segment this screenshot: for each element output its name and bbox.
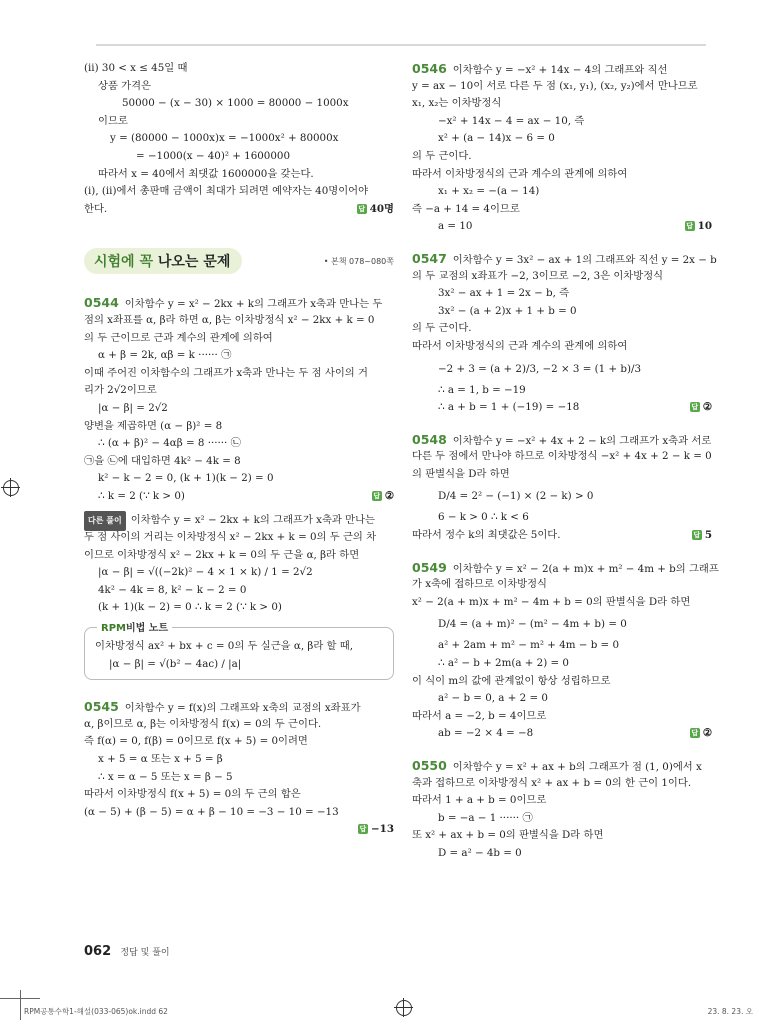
equation-line: D/4 = 2² − (−1) × (2 − k) > 0 — [438, 490, 594, 503]
answer-mark-icon: 답 — [373, 491, 381, 500]
problem-number: 0546 — [412, 61, 447, 76]
problem-0544 — [84, 294, 394, 505]
equation-line: 4k² − 4k = 8, k² − k − 2 = 0 — [98, 583, 247, 596]
text-line: 축과 접하므로 이차방정식 x² + ax + b = 0의 한 근이 1이다. — [412, 776, 692, 789]
text-line — [84, 201, 394, 219]
text-line: x² − 2(a + m)x + m² − 4m + b = 0의 판별식을 D라 하면 — [412, 595, 691, 608]
case-ii-solution — [84, 60, 394, 218]
problem-first-line — [412, 60, 712, 78]
equation-line — [412, 725, 712, 743]
equation-line — [412, 399, 712, 417]
text-line: 양변을 제곱하면 (α − β)² = 8 — [84, 419, 223, 432]
problem-0549 — [412, 559, 719, 743]
answer — [84, 821, 394, 839]
section-header — [84, 248, 394, 282]
equation-line: 6 − k > 0 ∴ k < 6 — [438, 511, 529, 524]
registration-mark-icon — [3, 480, 19, 496]
text-line: 따라서 이차방정식의 근과 계수의 관계에 의하여 — [412, 339, 628, 352]
equation-line — [412, 218, 712, 236]
text-line: (i), (ii)에서 총판매 금액이 최대가 되려면 예약자는 40명이어야 — [84, 185, 369, 198]
problem-first-line — [412, 757, 712, 775]
text-line: 따라서 이차방정식의 근과 계수의 관계에 의하여 — [412, 167, 628, 180]
text-fragment: ab = −2 × 4 = −8 — [438, 727, 534, 740]
answer — [372, 488, 394, 506]
problem-first-line — [412, 250, 717, 268]
text-line: 이차방정식 ax² + bx + c = 0의 두 실근을 α, β라 할 때, — [95, 640, 353, 653]
text-line: 이때 주어진 이차함수의 그래프가 x축과 만나는 두 점 사이의 거 — [84, 366, 368, 379]
text-fragment: 따라서 정수 k의 최댓값은 5이다. — [412, 529, 561, 542]
text-fragment: 이차함수 y = x² + ax + b의 그래프가 점 (1, 0)에서 x — [452, 761, 702, 773]
text-line: x₁, x₂는 이차방정식 — [412, 97, 502, 110]
print-slug-file: RPM공통수학1-해설(033-065)ok.indd 62 — [24, 1007, 168, 1016]
text-line: 두 점 사이의 거리는 이차방정식 x² − 2kx + k = 0의 두 근의 차 — [84, 531, 377, 544]
text-line: 의 두 교점의 x좌표가 −2, 3이므로 −2, 3은 이차방정식 — [412, 269, 664, 282]
text-line: 의 두 근이다. — [412, 322, 472, 335]
rpm-logo: RPM — [101, 623, 126, 635]
spacer — [412, 417, 712, 431]
rpm-tip-title — [97, 619, 172, 634]
section-title-text: 나오는 문제 — [157, 254, 231, 271]
equation-line: (k + 1)(k − 2) = 0 ∴ k = 2 (∵ k > 0) — [98, 601, 282, 614]
page-label: 정답 및 풀이 — [120, 948, 170, 958]
equation-line: 50000 − (x − 30) × 1000 = 80000 − 1000x — [122, 97, 349, 110]
text-fragment: 이차함수 y = x² − 2kx + k의 그래프가 x축과 만나는 두 — [124, 298, 383, 311]
left-column — [84, 60, 394, 839]
page-number: 062 — [84, 944, 112, 959]
answer-value: ② — [702, 727, 712, 740]
crop-mark — [0, 998, 40, 999]
equation-line: |α − β| = 2√2 — [98, 401, 168, 414]
text-line: 리가 2√2이므로 — [84, 384, 157, 397]
answer-value: 40명 — [369, 202, 394, 215]
text-line: α, β이므로 α, β는 이차방정식 f(x) = 0의 두 근이다. — [84, 717, 322, 730]
text-fragment: 한다. — [84, 202, 108, 215]
text-fragment: ∴ a + b = 1 + (−19) = −18 — [438, 401, 580, 414]
problem-number: 0549 — [412, 559, 447, 575]
section-reference: • 본책 078~080쪽 — [323, 257, 394, 267]
equation-line: α + β = 2k, αβ = k ······ ㉠ — [98, 349, 232, 362]
text-fragment: 이차함수 y = f(x)의 그래프와 x축의 교점의 x좌표가 — [124, 702, 361, 715]
problem-0545 — [84, 698, 394, 839]
equation-line: ∴ x = α − 5 또는 x = β − 5 — [98, 770, 233, 783]
equation-line: ∴ a² − b + 2m(a + 2) = 0 — [438, 657, 569, 670]
equation-line: (α − 5) + (β − 5) = α + β − 10 = −3 − 10 = −13 — [84, 805, 339, 818]
section-title — [84, 248, 242, 274]
answer-mark-icon: 답 — [691, 729, 699, 738]
text-line: y = ax − 10이 서로 다른 두 점 (x₁, y₁), (x₂, y₂)에서 만나므로 — [412, 79, 698, 92]
equation-line: 3x² − (a + 2)x + 1 + b = 0 — [438, 304, 577, 317]
problem-0550 — [412, 757, 712, 863]
answer-value: 10 — [697, 220, 712, 233]
problem-number: 0548 — [412, 431, 447, 447]
answer-mark-icon: 답 — [686, 222, 694, 231]
answer — [690, 399, 712, 417]
text-line: 이 식이 m의 값에 관계없이 항상 성립하므로 — [412, 674, 611, 687]
text-fragment: 이차함수 y = −x² + 14x − 4의 그래프와 직선 — [452, 64, 668, 76]
equation-line: x + 5 = α 또는 x + 5 = β — [98, 753, 223, 765]
answer-value: 5 — [704, 529, 712, 542]
problem-first-line — [412, 559, 719, 577]
text-fragment: 이차함수 y = x² − 2kx + k의 그래프가 x축과 만나는 — [130, 514, 375, 527]
text-line: 이므로 이차방정식 x² − 2kx + k = 0의 두 근을 α, β라 하면 — [84, 548, 360, 561]
text-line: 또 x² + ax + b = 0의 판별식을 D라 하면 — [412, 829, 604, 842]
problem-number: 0547 — [412, 250, 447, 266]
text-line: 의 두 근이다. — [412, 149, 472, 162]
text-line: 이므로 — [98, 114, 128, 127]
text-fragment: a = 10 — [438, 220, 473, 233]
crop-mark — [20, 990, 21, 1020]
equation-line: a² + 2am + m² − m² + 4m − b = 0 — [438, 639, 620, 652]
problem-number: 0550 — [412, 758, 447, 773]
equation-line: b = −a − 1 ······ ㉠ — [438, 811, 533, 824]
text-line: 즉 −a + 14 = 4이므로 — [412, 202, 520, 215]
top-rule — [96, 44, 706, 46]
problem-0548 — [412, 431, 712, 545]
answer-mark-icon: 답 — [693, 531, 701, 540]
text-line: 가 x축에 접하므로 이차방정식 — [412, 578, 547, 591]
text-line: (ii) 30 < x ≤ 45일 때 — [84, 62, 188, 74]
equation-line: 3x² − ax + 1 = 2x − b, 즉 — [438, 287, 570, 300]
text-line: 따라서 이차방정식 f(x + 5) = 0의 두 근의 합은 — [84, 788, 301, 801]
answer — [690, 725, 712, 743]
equation-line: |α − β| = √((−2k)² − 4 × 1 × k) / 1 = 2√2 — [98, 566, 313, 579]
text-fragment: 이차함수 y = x² − 2(a + m)x + m² − 4m + b의 그래프 — [452, 562, 719, 575]
text-fragment: 이차함수 y = 3x² − ax + 1의 그래프와 직선 y = 2x − b — [452, 253, 717, 266]
registration-mark-icon — [396, 1000, 412, 1016]
problem-first-line — [84, 294, 394, 312]
problem-number: 0545 — [84, 699, 119, 715]
equation-line: ∴ a = 1, b = −19 — [438, 383, 526, 396]
text-line: 의 판별식을 D라 하면 — [412, 467, 510, 480]
equation-line: ∴ (α + β)² − 4αβ = 8 ······ ㉡ — [98, 437, 241, 450]
rpm-tip-box — [84, 623, 394, 680]
problem-number: 0544 — [84, 295, 119, 311]
equation-line: D/4 = (a + m)² − (m² − 4m + b) = 0 — [438, 618, 627, 631]
text-line: 상품 가격은 — [98, 79, 152, 92]
answer-mark-icon: 답 — [358, 204, 366, 213]
equation-line: = −1000(x − 40)² + 1600000 — [136, 149, 291, 162]
problem-first-line — [412, 431, 712, 449]
answer-mark-icon: 답 — [691, 403, 699, 412]
print-slug-date: 23. 8. 23. 오 — [707, 1007, 753, 1016]
text-line: 다른 두 점에서 만나야 하므로 이차방정식 −x² + 4x + 2 − k = 0 — [412, 450, 712, 463]
right-column — [412, 60, 719, 863]
equation-line: −2 + 3 = (a + 2)/3, −2 × 3 = (1 + b)/3 — [438, 362, 641, 375]
spacer — [412, 743, 712, 757]
problem-0547 — [412, 250, 717, 417]
text-line: 따라서 a = −2, b = 4이므로 — [412, 709, 547, 722]
answer — [357, 201, 394, 219]
problem-0546 — [412, 60, 712, 236]
answer — [692, 527, 712, 545]
equation-line: D = a² − 4b = 0 — [438, 846, 522, 859]
text-fragment: ∴ k = 2 (∵ k > 0) — [98, 489, 185, 502]
equation-line: k² − k − 2 = 0, (k + 1)(k − 2) = 0 — [98, 472, 274, 485]
formula-line: |α − β| = √(b² − 4ac) / |a| — [109, 657, 242, 670]
page-footer — [84, 944, 170, 959]
text-line: 따라서 x = 40에서 최댓값 1600000을 갖는다. — [98, 167, 314, 180]
answer-value: ② — [384, 489, 394, 502]
alt-solution-tag: 다른 풀이 — [84, 511, 126, 531]
text-line: ㉠을 ㉡에 대입하면 4k² − 4k = 8 — [84, 454, 241, 467]
answer-mark-icon: 답 — [359, 825, 367, 834]
text-line: 즉 f(α) = 0, f(β) = 0이므로 f(x + 5) = 0이려면 — [84, 735, 308, 748]
alt-first-line — [84, 511, 394, 529]
answer — [685, 218, 712, 236]
equation-line: x² + (a − 14)x − 6 = 0 — [438, 132, 555, 145]
equation-line: −x² + 14x − 4 = ax − 10, 즉 — [438, 114, 585, 127]
spacer — [412, 236, 712, 250]
equation-line: y = (80000 − 1000x)x = −1000x² + 80000x — [110, 132, 339, 145]
text-line — [412, 527, 712, 545]
equation-line: x₁ + x₂ = −(a − 14) — [438, 185, 540, 198]
answer-value: −13 — [371, 823, 394, 836]
answer-value: ② — [702, 401, 712, 414]
problem-first-line — [84, 698, 394, 716]
text-line: 점의 x좌표를 α, β라 하면 α, β는 이차방정식 x² − 2kx + k = 0 — [84, 313, 375, 326]
equation-line: a² − b = 0, a + 2 = 0 — [438, 692, 548, 705]
text-fragment: 이차함수 y = −x² + 4x + 2 − k의 그래프가 x축과 서로 — [452, 434, 712, 447]
section-prefix: 시험에 꼭 — [94, 254, 153, 271]
alternative-solution — [84, 511, 394, 617]
equation-line — [84, 488, 394, 506]
rpm-title-text: 비법 노트 — [125, 623, 169, 635]
spacer — [412, 545, 712, 559]
text-line: 따라서 1 + a + b = 0이므로 — [412, 794, 547, 807]
text-line: 의 두 근이므로 근과 계수의 관계에 의하여 — [84, 331, 273, 344]
